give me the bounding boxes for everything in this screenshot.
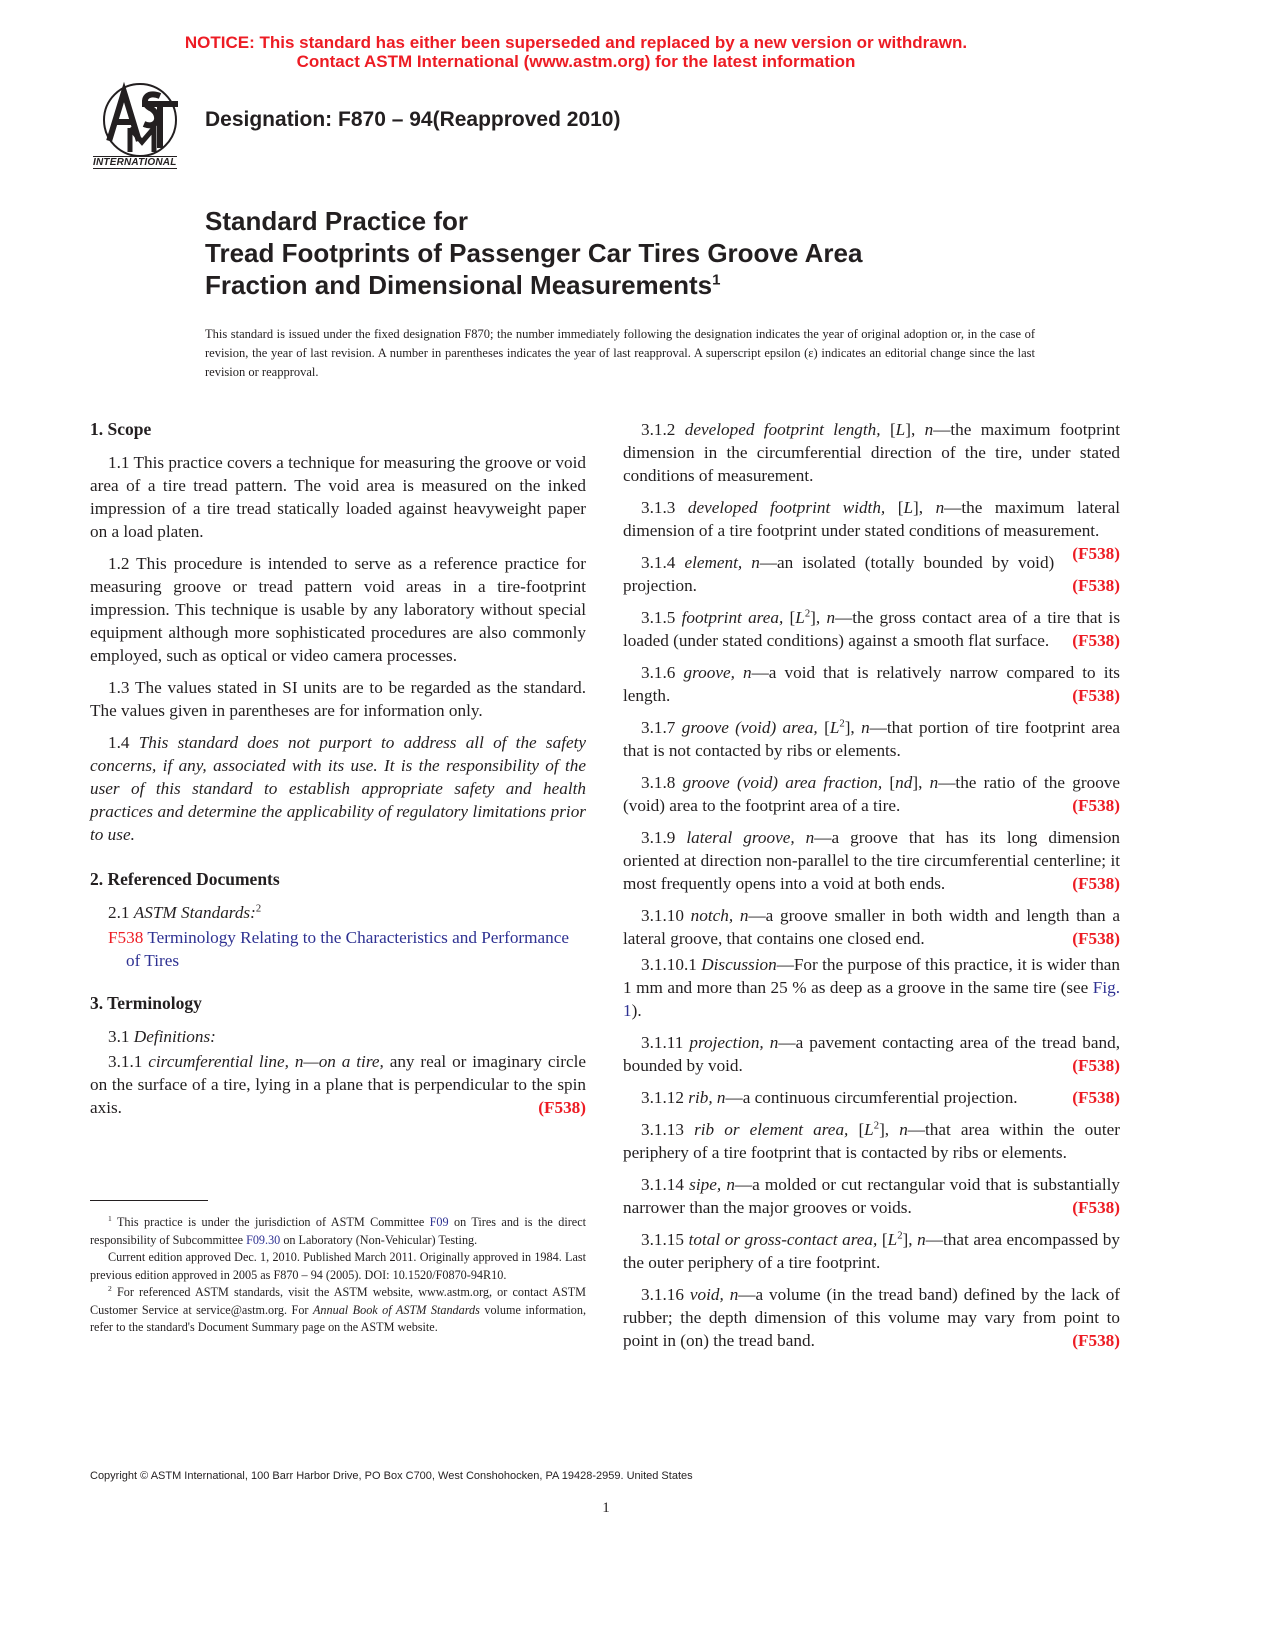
term-3-1-15: 3.1.15 total or gross-contact area, $[L^2]$, n—that area encompassed by the outer periphery of a tire footprint. <box>623 1230 1120 1272</box>
right-column <box>623 418 1120 1361</box>
paragraph-2-1: 2.1 ASTM Standards:$^2$ <box>108 903 262 922</box>
footnotes <box>90 1214 586 1337</box>
ref-link-f538[interactable]: (F538) <box>1072 686 1120 705</box>
subcommittee-link[interactable]: F09.30 <box>246 1232 281 1247</box>
ref-link-f538[interactable]: (F538) <box>1072 544 1120 563</box>
term-3-1-8: 3.1.8 groove (void) area fraction, [nd], n—the ratio of the groove (void) area to the footprint area of a tire. (F538) <box>623 773 1121 815</box>
footnote-1: $^1$ This practice is under the jurisdiction of ASTM Committee F09 on Tires and is the direct responsibility of Subcommittee F09.30 on Laboratory (Non-Vehicular) Testing. <box>90 1213 586 1247</box>
ref-link-f538[interactable]: (F538) <box>1072 796 1120 815</box>
preamble: This standard is issued under the fixed designation F870; the number immediately following the designation indicates the year of original adoption or, in the case of revision, the year of last revision. A number in parentheses indicates the year of last reapproval. A superscript epsilon (ε) indicates an editorial change since the last revision or reapproval. <box>205 327 1035 379</box>
term-3-1-9: 3.1.9 lateral groove, n—a groove that has its long dimension oriented at direction non-parallel to the tire circumferential centerline; it most frequently opens into a void at both ends. (F538) <box>623 828 1121 893</box>
ref-link-f538[interactable]: (F538) <box>1072 631 1120 650</box>
term-3-1-7: 3.1.7 groove (void) area, $[L^2]$, n—that portion of tire footprint area that is not contacted by ribs or elements. <box>623 718 1121 760</box>
logo-text: INTERNATIONAL <box>93 157 177 168</box>
document-title <box>205 205 862 301</box>
copyright: Copyright © ASTM International, 100 Barr Harbor Drive, PO Box C700, West Conshohocken, PA 19428-2959. United States <box>90 1470 693 1482</box>
ref-link-f538[interactable]: (F538) <box>538 1098 586 1117</box>
ref-code-link[interactable]: F538 <box>108 928 144 947</box>
page-number: 1 <box>602 1500 610 1516</box>
ref-title-link[interactable]: Terminology Relating to the Characteristics and Performance of Tires <box>126 928 570 970</box>
committee-link[interactable]: F09 <box>429 1215 449 1229</box>
term-3-1-6: 3.1.6 groove, n—a void that is relatively narrow compared to its length. (F538) <box>623 663 1120 705</box>
ref-link-f538[interactable]: (F538) <box>1072 1198 1120 1217</box>
ref-link-f538[interactable]: (F538) <box>1072 1056 1120 1075</box>
term-3-1-2: 3.1.2 developed footprint length, [L], n—the maximum footprint dimension in the circumferential direction of the tire, under stated conditions of measurement. <box>623 420 1120 485</box>
term-3-1-14: 3.1.14 sipe, n—a molded or cut rectangular void that is substantially narrower than the major grooves or voids. (F538) <box>623 1175 1121 1217</box>
referenced-standard[interactable] <box>90 926 586 972</box>
term-3-1-16: 3.1.16 void, n—a volume (in the tread band) defined by the lack of rubber; the depth dimension of this volume may vary from point to point in (on) the tread band. (F538) <box>623 1285 1121 1350</box>
left-column <box>90 418 586 1128</box>
term-3-1-4: 3.1.4 element, n—an isolated (totally bounded by void) projection. (F538) <box>623 553 1120 595</box>
term-3-1-11: 3.1.11 projection, n—a pavement contacting area of the tread band, bounded by void. (F538) <box>623 1033 1120 1075</box>
ref-link-f538[interactable]: (F538) <box>1072 929 1120 948</box>
ref-link-f538[interactable]: (F538) <box>1072 576 1120 595</box>
title-footnote-ref[interactable]: 1 <box>712 271 721 289</box>
title-line-2: Tread Footprints of Passenger Car Tires Groove Area <box>205 238 863 268</box>
title-line-1: Standard Practice for <box>205 206 468 236</box>
term-3-1-1: 3.1.1 circumferential line, n—on a tire, any real or imaginary circle on the surface of a tire, lying in a plane that is perpendicular to the spin axis. (F538) <box>90 1052 587 1117</box>
term-3-1-13: 3.1.13 rib or element area, $[L^2]$, n—that area within the outer periphery of a tire footprint that is contacted by ribs or elements. <box>623 1120 1120 1162</box>
section-heading-refdocs: 2. Referenced Documents <box>90 869 280 889</box>
ref-link-f538[interactable]: (F538) <box>1072 874 1120 893</box>
notice-line-2: Contact ASTM International (www.astm.org) for the latest information <box>296 52 856 71</box>
term-3-1-12: 3.1.12 rib, n—a continuous circumferential projection. (F538) <box>641 1088 1120 1107</box>
section-heading-terminology: 3. Terminology <box>90 993 202 1013</box>
notice-banner <box>0 33 1152 71</box>
paragraph-3-1: 3.1 Definitions: <box>108 1027 216 1046</box>
term-3-1-10-1: 3.1.10.1 Discussion—For the purpose of this practice, it is wider than 1 mm and more than 25 % as deep as a groove in the same tire (see Fig. 1). <box>623 955 1121 1020</box>
term-3-1-3: 3.1.3 developed footprint width, [L], n—the maximum lateral dimension of a tire footprint under stated conditions of measurement. (F538) <box>623 498 1120 563</box>
paragraph-1-2: 1.2 This procedure is intended to serve as a reference practice for measuring groove or tread pattern void areas in a tire-footprint impression. This technique is usable by any laboratory without special equipment although more sophisticated procedures are also commonly employed, such as optical or video camera processes. <box>90 554 586 665</box>
notice-line-1: NOTICE: This standard has either been superseded and replaced by a new version or withdrawn. <box>184 33 968 52</box>
paragraph-1-1: 1.1 This practice covers a technique for measuring the groove or void area of a tire tread pattern. The void area is measured on the inked impression of a tire tread statically loaded against heavyweight paper on a load platen. <box>90 453 586 541</box>
term-3-1-5: 3.1.5 footprint area, $[L^2]$, n—the gross contact area of a tire that is loaded (under stated conditions) against a smooth flat surface. (F538) <box>623 608 1121 650</box>
astm-logo <box>90 78 195 178</box>
section-heading-scope: 1. Scope <box>90 419 152 439</box>
designation: Designation: F870 – 94(Reapproved 2010) <box>205 108 621 131</box>
figure-link[interactable]: Fig. 1 <box>623 978 1120 1020</box>
footnote-1-edition: Current edition approved Dec. 1, 2010. Published March 2011. Originally approved in 1984. Last previous edition approved in 2005 as F870 – 94 (2005). DOI: 10.1520/F0870-94R10. <box>90 1250 586 1282</box>
title-line-3: Fraction and Dimensional Measurements$^1$ <box>205 270 721 300</box>
footnote-divider <box>90 1200 208 1201</box>
ref-link-f538[interactable]: (F538) <box>1072 1088 1120 1107</box>
term-3-1-10: 3.1.10 notch, n—a groove smaller in both width and length than a lateral groove, that contains one closed end. (F538) <box>623 906 1120 948</box>
paragraph-1-4: 1.4 This standard does not purport to address all of the safety concerns, if any, associated with its use. It is the responsibility of the user of this standard to establish appropriate safety and health practices and determine the applicability of regulatory limitations prior to use. <box>90 733 587 844</box>
footnote-2: $^2$ For referenced ASTM standards, visit the ASTM website, www.astm.org, or contact ASTM Customer Service at service@astm.org. For Annual Book of ASTM Standards volume information, refer to the standard's Document Summary page on the ASTM website. <box>90 1283 587 1334</box>
paragraph-1-3: 1.3 The values stated in SI units are to be regarded as the standard. The values given in parentheses are for information only. <box>90 678 586 720</box>
ref-link-f538[interactable]: (F538) <box>1072 1331 1120 1350</box>
